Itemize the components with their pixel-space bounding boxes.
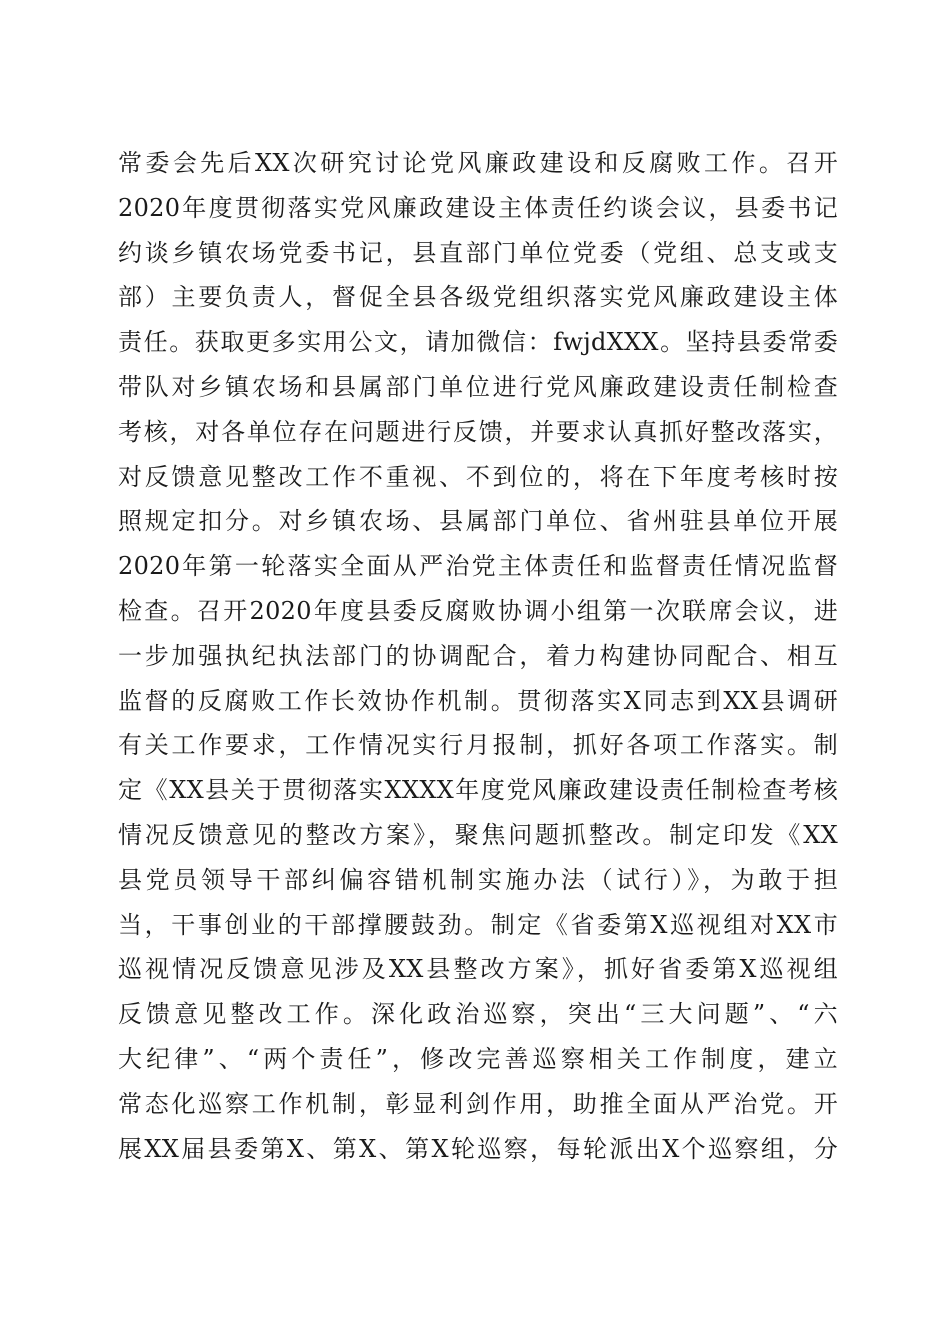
text-line: 常委会先后XX次研究讨论党风廉政建设和反腐败工作。召开	[118, 149, 838, 177]
text-line: 反馈意见整改工作。深化政治巡察，突出“三大问题”、“六	[118, 1000, 838, 1029]
text-line: 考核，对各单位存在问题进行反馈，并要求认真抓好整改落实，	[118, 417, 838, 446]
text-line: 2020年第一轮落实全面从严治党主体责任和监督责任情况监督	[118, 552, 838, 581]
text-line: 定《XX县关于贯彻落实XXXX年度党风廉政建设责任制检查考核	[118, 776, 838, 805]
text-line: 责任。获取更多实用公文，请加微信：fwjdXXX。坚持县委常委	[118, 328, 838, 357]
text-line: 有关工作要求，工作情况实行月报制，抓好各项工作落实。制	[118, 731, 838, 760]
text-line: 县党员领导干部纠偏容错机制实施办法（试行）》，为敢于担	[118, 865, 838, 894]
text-line: 照规定扣分。对乡镇农场、县属部门单位、省州驻县单位开展	[118, 507, 838, 536]
text-line: 对反馈意见整改工作不重视、不到位的，将在下年度考核时按	[118, 462, 838, 491]
text-line: 一步加强执纪执法部门的协调配合，着力构建协同配合、相互	[118, 641, 838, 670]
text-line: 情况反馈意见的整改方案》，聚焦问题抓整改。制定印发《XX	[118, 820, 838, 849]
text-line: 巡视情况反馈意见涉及XX县整改方案》，抓好省委第X巡视组	[118, 955, 838, 984]
text-line: 部）主要负责人，督促全县各级党组织落实党风廉政建设主体	[118, 283, 838, 312]
text-line: 常态化巡察工作机制，彰显利剑作用，助推全面从严治党。开	[118, 1089, 838, 1118]
text-line: 带队对乡镇农场和县属部门单位进行党风廉政建设责任制检查	[118, 372, 838, 401]
text-line: 大纪律”、“两个责任”，修改完善巡察相关工作制度，建立	[118, 1044, 838, 1073]
text-line: 约谈乡镇农场党委书记，县直部门单位党委（党组、总支或支	[118, 238, 838, 267]
text-line: 监督的反腐败工作长效协作机制。贯彻落实X同志到XX县调研	[118, 686, 838, 715]
text-line: 当，干事创业的干部撑腰鼓劲。制定《省委第X巡视组对XX市	[118, 910, 838, 939]
text-line: 2020年度贯彻落实党风廉政建设主体责任约谈会议，县委书记	[118, 193, 838, 222]
body-paragraph	[118, 141, 838, 1171]
text-line: 展XX届县委第X、第X、第X轮巡察，每轮派出X个巡察组，分	[118, 1134, 838, 1163]
text-line: 检查。召开2020年度县委反腐败协调小组第一次联席会议，进	[118, 596, 838, 625]
